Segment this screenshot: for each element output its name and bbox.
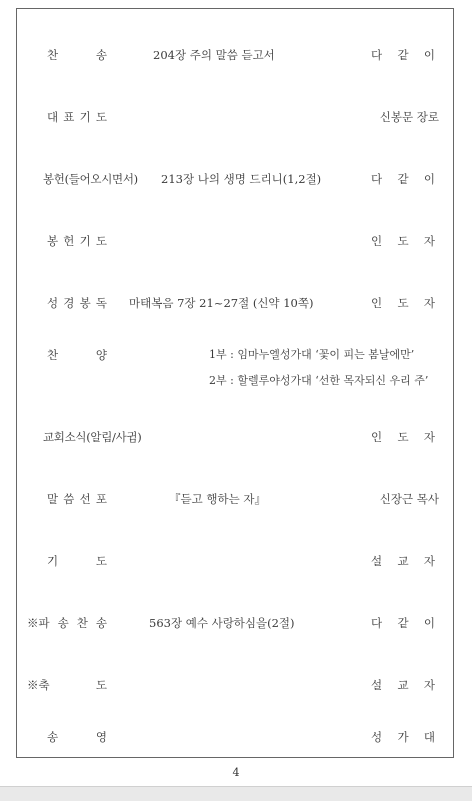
label-char: 도 — [95, 554, 107, 568]
item-description: 마태복음 7장 21~27절 (신약 10쪽) — [129, 296, 314, 310]
spread-char: 기 — [79, 234, 91, 248]
dot-leader — [317, 293, 363, 313]
dot-leader — [149, 169, 157, 189]
spread-char: 자 — [423, 554, 435, 568]
item-description: 213장 나의 생명 드리니(1,2절) — [161, 172, 322, 186]
choir-second-service: 2부 : 할렐루야성가대 ‘선한 목자되신 우리 주’ — [209, 374, 429, 387]
item-presenter — [371, 231, 435, 251]
choir-first-service: 1부 : 임마누엘성가대 ‘꽃이 피는 봄날에만’ — [209, 348, 415, 361]
spread-char: 같 — [397, 172, 409, 186]
spread-char: 이 — [423, 48, 435, 62]
spread-char: 이 — [423, 172, 435, 186]
worship-item-church-news — [17, 427, 453, 447]
spread-char: 교 — [397, 678, 409, 692]
spread-char: 다 — [371, 48, 383, 62]
spread-char: 대 — [423, 730, 435, 744]
spread-char: 도 — [95, 110, 107, 124]
spread-char: 인 — [371, 296, 383, 310]
label-char: 송 — [57, 616, 69, 630]
spread-char: 선 — [79, 492, 91, 506]
spread-char: 경 — [63, 296, 75, 310]
item-presenter — [371, 293, 435, 313]
item-label — [47, 489, 107, 509]
spread-char: 자 — [423, 430, 435, 444]
item-leader — [113, 107, 357, 127]
label-char: 찬 — [47, 348, 59, 362]
worship-item-sending-hymn — [17, 613, 453, 633]
item-label — [47, 107, 107, 127]
spread-char: 씀 — [63, 492, 75, 506]
item-leader — [113, 727, 363, 747]
spread-char: 헌 — [63, 234, 75, 248]
spread-char: 교 — [397, 554, 409, 568]
item-presenter: 신봉문 장로 — [379, 110, 439, 124]
item-presenter — [371, 169, 435, 189]
spread-char: 같 — [397, 48, 409, 62]
item-leader — [113, 489, 357, 509]
spread-char: 설 — [371, 678, 383, 692]
dot-leader — [113, 107, 357, 127]
label-char: 영 — [95, 730, 107, 744]
worship-item-sermon — [17, 489, 453, 509]
item-presenter — [371, 45, 435, 65]
label-char: 찬 — [76, 616, 88, 630]
label-char: 양 — [95, 348, 107, 362]
worship-item-hymn — [17, 45, 453, 65]
worship-item-doxology — [17, 727, 453, 747]
dot-leader — [113, 489, 165, 509]
item-description: 204장 주의 말씀 듣고서 — [153, 48, 275, 62]
dot-leader — [113, 231, 363, 251]
spread-char: 이 — [423, 616, 435, 630]
item-leader — [113, 45, 363, 65]
item-leader — [149, 169, 363, 189]
sermon-title: 『듣고 행하는 자』 — [169, 492, 266, 506]
label-char: 기 — [47, 554, 59, 568]
spread-char: 표 — [63, 110, 75, 124]
item-label — [27, 675, 107, 695]
spread-char: 인 — [371, 234, 383, 248]
label-char: 송 — [47, 730, 59, 744]
spread-char: 도 — [397, 296, 409, 310]
spread-char: 다 — [371, 172, 383, 186]
dot-leader — [113, 727, 363, 747]
dot-leader — [113, 551, 363, 571]
dot-leader — [270, 489, 357, 509]
worship-item-offering — [17, 169, 453, 189]
dot-leader — [113, 345, 207, 365]
spread-char: 대 — [47, 110, 59, 124]
spread-char: 봉 — [47, 234, 59, 248]
item-presenter — [371, 727, 435, 747]
viewer-bottom-bar — [0, 786, 472, 801]
spread-char: 가 — [397, 730, 409, 744]
spread-char: 독 — [95, 296, 107, 310]
spread-char: 말 — [47, 492, 59, 506]
worship-item-scripture-reading — [17, 293, 453, 313]
label-char: 송 — [95, 616, 107, 630]
spread-char: 자 — [423, 678, 435, 692]
item-presenter — [371, 613, 435, 633]
spread-char: 자 — [423, 234, 435, 248]
item-label — [27, 613, 107, 633]
dot-leader — [113, 45, 149, 65]
item-presenter — [371, 551, 435, 571]
spread-char: 설 — [371, 554, 383, 568]
dot-leader — [113, 293, 125, 313]
dot-leader — [151, 427, 363, 447]
spread-char: 같 — [397, 616, 409, 630]
spread-char: 다 — [371, 616, 383, 630]
item-label — [47, 551, 107, 571]
item-label — [47, 293, 107, 313]
item-leader — [113, 551, 363, 571]
spread-char: 도 — [397, 234, 409, 248]
item-leader — [113, 675, 363, 695]
spread-char: 인 — [371, 430, 383, 444]
dot-leader — [325, 169, 363, 189]
label-char: ※축 — [27, 678, 50, 692]
spread-char: 성 — [47, 296, 59, 310]
page-number: 4 — [232, 766, 240, 779]
item-description: 563장 예수 사랑하심을(2절) — [149, 616, 295, 630]
dot-leader — [299, 613, 363, 633]
worship-item-representative-prayer — [17, 107, 453, 127]
label-char: 찬 — [47, 48, 59, 62]
item-label: 교회소식(알림/사귐) — [43, 430, 142, 444]
item-presenter — [371, 675, 435, 695]
label-char: 송 — [95, 48, 107, 62]
worship-item-offering-prayer — [17, 231, 453, 251]
item-label: 봉헌(들어오시면서) — [43, 172, 138, 186]
worship-item-choir-anthem — [17, 345, 453, 395]
spread-char: 성 — [371, 730, 383, 744]
dot-leader — [279, 45, 363, 65]
item-leader — [151, 427, 363, 447]
spread-char: 봉 — [79, 296, 91, 310]
spread-char: 도 — [95, 234, 107, 248]
spread-char: 포 — [95, 492, 107, 506]
spread-char: 기 — [79, 110, 91, 124]
spread-char: 도 — [397, 430, 409, 444]
spread-char: 자 — [423, 296, 435, 310]
order-of-worship-frame — [16, 8, 454, 758]
item-leader — [113, 345, 207, 365]
dot-leader — [113, 613, 145, 633]
item-leader — [113, 293, 363, 313]
item-label — [47, 231, 107, 251]
item-presenter — [371, 427, 435, 447]
label-char: 도 — [95, 678, 107, 692]
item-leader — [113, 231, 363, 251]
worship-item-prayer — [17, 551, 453, 571]
item-label — [47, 345, 107, 365]
dot-leader — [113, 675, 363, 695]
item-leader — [113, 613, 363, 633]
item-label — [47, 45, 107, 65]
item-label — [47, 727, 107, 747]
item-presenter: 신장근 목사 — [379, 492, 439, 506]
label-char: ※파 — [27, 616, 50, 630]
worship-item-benediction — [17, 675, 453, 695]
